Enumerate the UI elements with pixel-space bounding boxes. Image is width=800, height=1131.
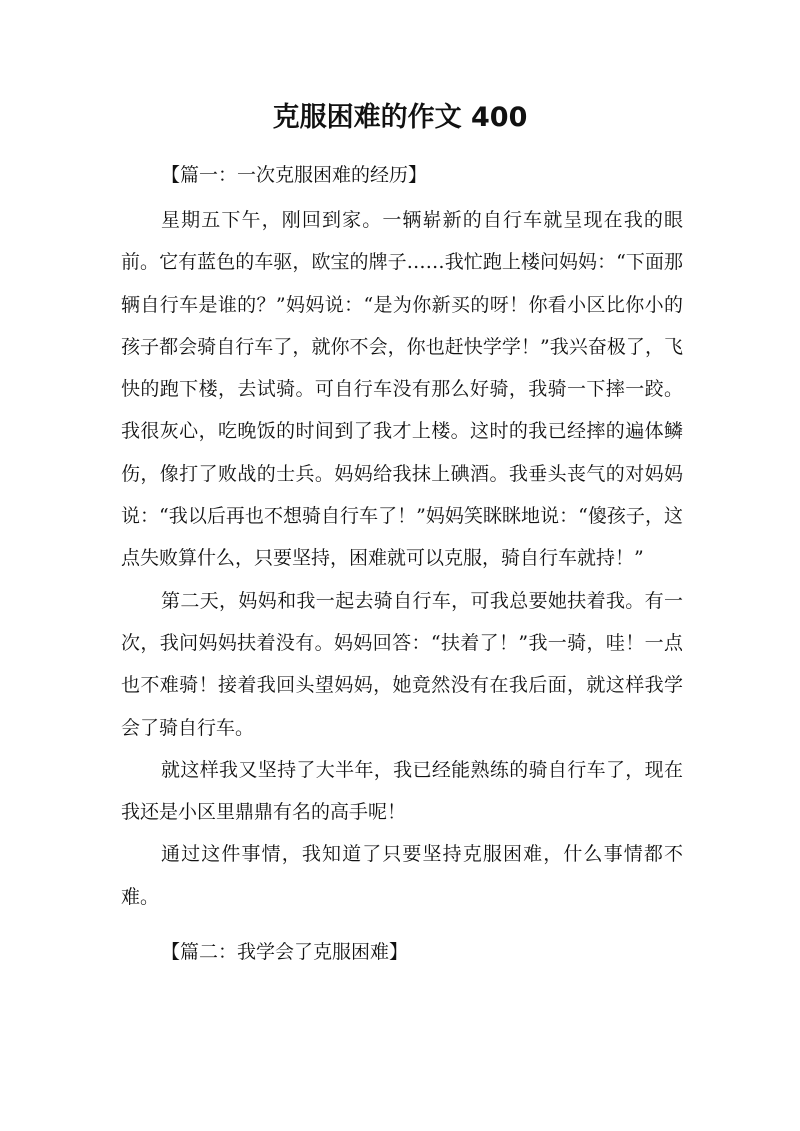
document-title: 克服困难的作文 400: [272, 102, 528, 133]
paragraph-4: 通过这件事情，我知道了只要坚持克服困难，什么事情都不难。: [121, 843, 683, 908]
paragraph-3: 就这样我又坚持了大半年，我已经能熟练的骑自行车了，现在我还是小区里鼎鼎有名的高手呢！: [121, 758, 683, 824]
document-body: [121, 155, 683, 972]
paragraph-1: 星期五下午，刚回到家。一辆崭新的自行车就呈现在我的眼前。它有蓝色的车驱，欧宝的牌子……我忙跑上楼问妈妈：“下面那辆自行车是谁的？”妈妈说：“是为你新买的呀！你看小区比你小的孩子都会骑自行车了，就你不会，你也赶快学学！”我兴奋极了，飞快的跑下楼，去试骑。可自行车没有那么好骑，我骑一下摔一跤。我很灰心，吃晚饭的时间到了我才上楼。这时的我已经摔的遍体鳞伤，像打了败战的士兵。妈妈给我抹上碘酒。我垂头丧气的对妈妈说：“我以后再也不想骑自行车了！”妈妈笑眯眯地说：“傻孩子，这点失败算什么，只要坚持，困难就可以克服，骑自行车就持！”: [121, 209, 683, 570]
section-2-heading: 【篇二：我学会了克服困难】: [161, 941, 409, 964]
paragraph-2: 第二天，妈妈和我一起去骑自行车，可我总要她扶着我。有一次，我问妈妈扶着没有。妈妈回答：“扶着了！”我一骑，哇！一点也不难骑！接着我回头望妈妈，她竟然没有在我后面，就这样我学会了骑自行车。: [121, 589, 683, 739]
section-1-heading: 【篇一：一次克服困难的经历】: [161, 164, 428, 186]
